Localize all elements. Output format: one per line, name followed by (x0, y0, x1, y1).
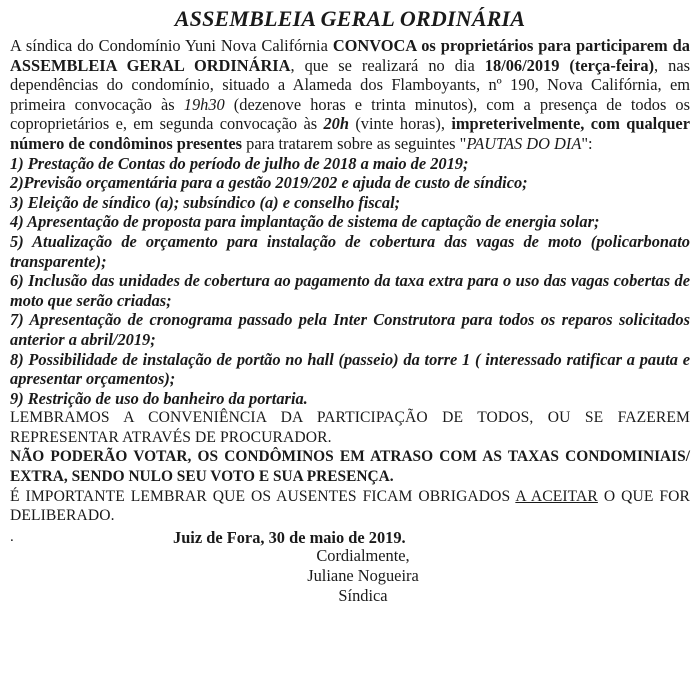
participation-notice: LEMBRAMOS A CONVENIÊNCIA DA PARTICIPAÇÃO DE TODOS, OU SE FAZEREM REPRESENTAR ATRAVÉS DE PROCURADOR. (10, 409, 690, 446)
signature-block (10, 546, 700, 606)
quorum-text: impreterivelmente, com qualquer número de condôminos presentes (10, 114, 690, 153)
agenda-item: 1) Prestação de Contas do período de julho de 2018 a maio de 2019; (10, 153, 469, 173)
absentee-text: É IMPORTANTE LEMBRAR QUE OS AUSENTES FICAM OBRIGADOS (10, 487, 516, 505)
intro-convoca: CONVOCA os proprietários para participarem da ASSEMBLEIA GERAL ORDINÁRIA (10, 36, 690, 75)
intro-text: (vinte horas), (348, 114, 452, 134)
place-date-row (10, 528, 690, 546)
voting-restriction-notice: NÃO PODERÃO VOTAR, OS CONDÔMINOS EM ATRASO COM AS TAXAS CONDOMINIAIS/ EXTRA, SENDO NULO SEU VOTO E SUA PRESENÇA. (10, 448, 690, 486)
notice-title: ASSEMBLEIA GERAL ORDINÁRIA (174, 6, 526, 31)
agenda-label: PAUTAS DO DIA (466, 133, 582, 153)
agenda-item: 9) Restrição de uso do banheiro da portaria. (10, 388, 308, 408)
agenda-item: 2)Previsão orçamentária para a gestão 2019/202 e ajuda de custo de síndico; (10, 173, 528, 193)
intro-text: ": (581, 133, 593, 153)
absentee-underlined: A ACEITAR (515, 487, 598, 505)
intro-text: , nas dependências do condomínio, situado a Alameda dos Flamboyants, nº 190, Nova Califórnia, em primeira convocação às (10, 55, 690, 114)
second-call-time: 20h (323, 114, 349, 134)
absentee-text: O QUE FOR DELIBERADO. (10, 487, 690, 525)
intro-text: (dezenove horas e trinta minutos), com a presença de todos os coproprietários e, em segunda convocação às (10, 94, 690, 134)
agenda-item: 6) Inclusão das unidades de cobertura ao pagamento da taxa extra para o uso das vagas cobertas de moto que serão criadas; (10, 271, 690, 310)
intro-text: A síndica do Condomínio Yuni Nova Califórnia (10, 36, 333, 55)
closing: Cordialmente, (316, 545, 410, 565)
intro-text: , que se realizará no dia (290, 55, 485, 75)
place-date: Juiz de Fora, 30 de maio de 2019. (173, 527, 406, 547)
first-call-time: 19h30 (183, 94, 225, 114)
absentee-notice (10, 487, 690, 526)
stray-dot: . (10, 528, 14, 545)
agenda-item: 7) Apresentação de cronograma passado pela Inter Construtora para todos os reparos solicitados anterior a abril/2019; (10, 310, 690, 349)
agenda-item: 4) Apresentação de proposta para implantação de sistema de captação de energia solar; (10, 212, 600, 232)
intro-text: para tratarem sobre as seguintes " (242, 133, 467, 153)
agenda-item: 8) Possibilidade de instalação de portão no hall (passeio) da torre 1 ( interessado ratificar a pauta e apresentar orçamentos); (10, 349, 690, 389)
signer-role: Síndica (338, 585, 388, 605)
agenda-item: 3) Eleição de síndico (a); subsíndico (a) e conselho fiscal; (10, 192, 401, 212)
signer-name: Juliane Nogueira (307, 565, 419, 585)
agenda-item: 5) Atualização de orçamento para instalação de cobertura das vagas de moto (policarbonato transparente); (10, 231, 690, 271)
agenda-list (10, 154, 690, 409)
intro-paragraph (10, 36, 690, 154)
meeting-date: 18/06/2019 (terça-feira) (484, 55, 655, 75)
